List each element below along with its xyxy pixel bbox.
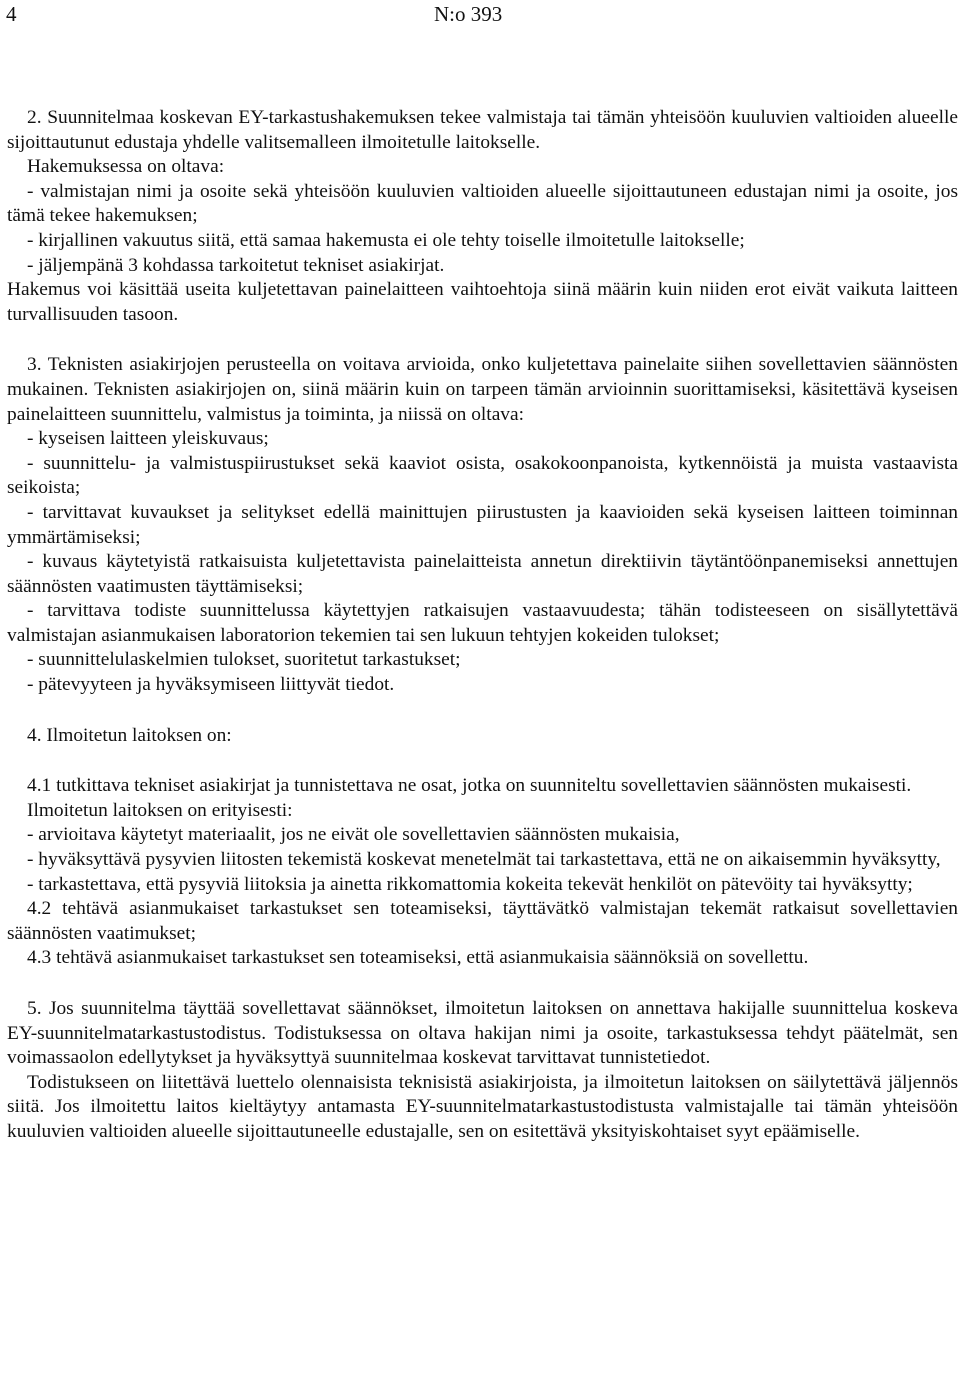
issue-number: N:o 393 — [434, 2, 503, 26]
page-number: 4 — [6, 2, 17, 26]
list-item: - kirjallinen vakuutus siitä, että samaa hakemusta ei ole tehty toiselle ilmoitetulle laitokselle; — [27, 229, 745, 251]
paragraph-section-4-2: 4.2 tehtävä asianmukaiset tarkastukset sen toteamiseksi, täyttävätkö valmistajan tekemät ratkaisut sovellettavien säännösten vaatimukset; — [7, 898, 958, 944]
paragraph-section-5: 5. Jos suunnitelma täyttää sovellettavat säännökset, ilmoitetun laitoksen on annettava hakijalle suunnittelua koskeva EY-suunnitelmatarkastustodistus. Todistuksessa on oltava hakijan nimi ja osoite, tarkastuksessa tehdyt päätelmät, sen voimassaolon edellytykset ja hyväksyttyä suunnitelmaa koskevat tarvittavat tunnistetiedot. — [7, 998, 958, 1069]
paragraph-application-contents: Hakemuksessa on oltava: — [27, 156, 225, 178]
paragraph-especially: Ilmoitetun laitoksen on erityisesti: — [27, 799, 293, 821]
list-item: - hyväksyttävä pysyvien liitosten tekemistä koskevat menetelmät tai tarkastettava, että ne on aikaisemmin hyväksytty, — [27, 849, 941, 871]
paragraph-section-4-3: 4.3 tehtävä asianmukaiset tarkastukset sen toteamiseksi, että asianmukaisia säännöksiä on sovellettu. — [27, 947, 809, 969]
paragraph-variants: Hakemus voi käsittää useita kuljetettavan painelaitteen vaihtoehtoja siinä määrin kuin niiden erot eivät vaikuta laitteen turvallisuuden tasoon. — [7, 279, 958, 325]
list-item: - tarvittavat kuvaukset ja selitykset edellä mainittujen piirustusten ja kaavioiden sekä kyseisen laitteen toiminnan ymmärtämiseksi; — [7, 501, 958, 548]
list-item: - kyseisen laitteen yleiskuvaus; — [27, 428, 269, 450]
list-item: - suunnittelulaskelmien tulokset, suoritetut tarkastukset; — [27, 649, 461, 671]
paragraph-section-4-1: 4.1 tutkittava tekniset asiakirjat ja tunnistettava ne osat, jotka on suunniteltu sovellettavien säännösten mukaisesti. — [27, 775, 912, 797]
list-item: - suunnittelu- ja valmistuspiirustukset sekä kaaviot osista, osakokoonpanoista, kytkennöistä ja muista vastaavista seikoista; — [7, 452, 958, 499]
paragraph-section-2: 2. Suunnitelmaa koskevan EY-tarkastushakemuksen tekee valmistaja tai tämän yhteisöön kuuluvien valtioiden alueelle sijoittautunut edustaja yhdelle valitsemalleen ilmoitetulle laitokselle. — [7, 107, 958, 153]
paragraph-section-3: 3. Teknisten asiakirjojen perusteella on voitava arvioida, onko kuljetettava painelaite siihen sovellettavien säännösten mukainen. Teknisten asiakirjojen on, siinä määrin kuin on tarpeen tämän arvioinnin suorittamiseksi, käsitettävä kyseisen painelaitteen suunnittelu, valmistus ja toiminta, ja niissä on oltava: — [7, 354, 958, 425]
list-item: - tarvittava todiste suunnittelussa käytettyjen ratkaisujen vastaavuudesta; tähän todisteeseen on sisällytettävä valmistajan asianmukaisen laboratorion tekemien tai sen lukuun tehtyjen kokeiden tulokset; — [7, 600, 958, 646]
paragraph-section-4: 4. Ilmoitetun laitoksen on: — [27, 724, 232, 746]
paragraph-certificate-annex: Todistukseen on liitettävä luettelo olennaisista teknisistä asiakirjoista, ja ilmoitetun laitoksen on säilytettävä jäljennös siitä. Jos ilmoitettu laitos kieltäytyy antamasta EY-suunnitelmatarkastustodistusta valmistajalle tai tämän yhteisöön kuuluvien valtioiden alueelle sijoittautuneelle edustajalle, sen on esitettävä yksityiskohtaiset syyt epäämiselle. — [7, 1071, 958, 1142]
list-item: - valmistajan nimi ja osoite sekä yhteisöön kuuluvien valtioiden alueelle sijoittautuneen edustajan nimi ja osoite, jos tämä tekee hakemuksen; — [7, 180, 958, 227]
list-item: - arvioitava käytetyt materiaalit, jos ne eivät ole sovellettavien säännösten mukaisia, — [27, 824, 680, 846]
list-item: - kuvaus käytetyistä ratkaisuista kuljetettavista painelaitteista annetun direktiivin täytäntöönpanemiseksi annettujen säännösten vaatimusten täyttämiseksi; — [7, 551, 958, 597]
list-item: - jäljempänä 3 kohdassa tarkoitetut tekniset asiakirjat. — [27, 254, 445, 276]
list-item: - pätevyyteen ja hyväksymiseen liittyvät tiedot. — [27, 674, 395, 696]
document-body — [7, 106, 958, 1145]
page-header — [0, 0, 960, 30]
list-item: - tarkastettava, että pysyviä liitoksia ja ainetta rikkomattomia kokeita tekevät henkilöt on pätevöity tai hyväksytty; — [27, 873, 913, 895]
